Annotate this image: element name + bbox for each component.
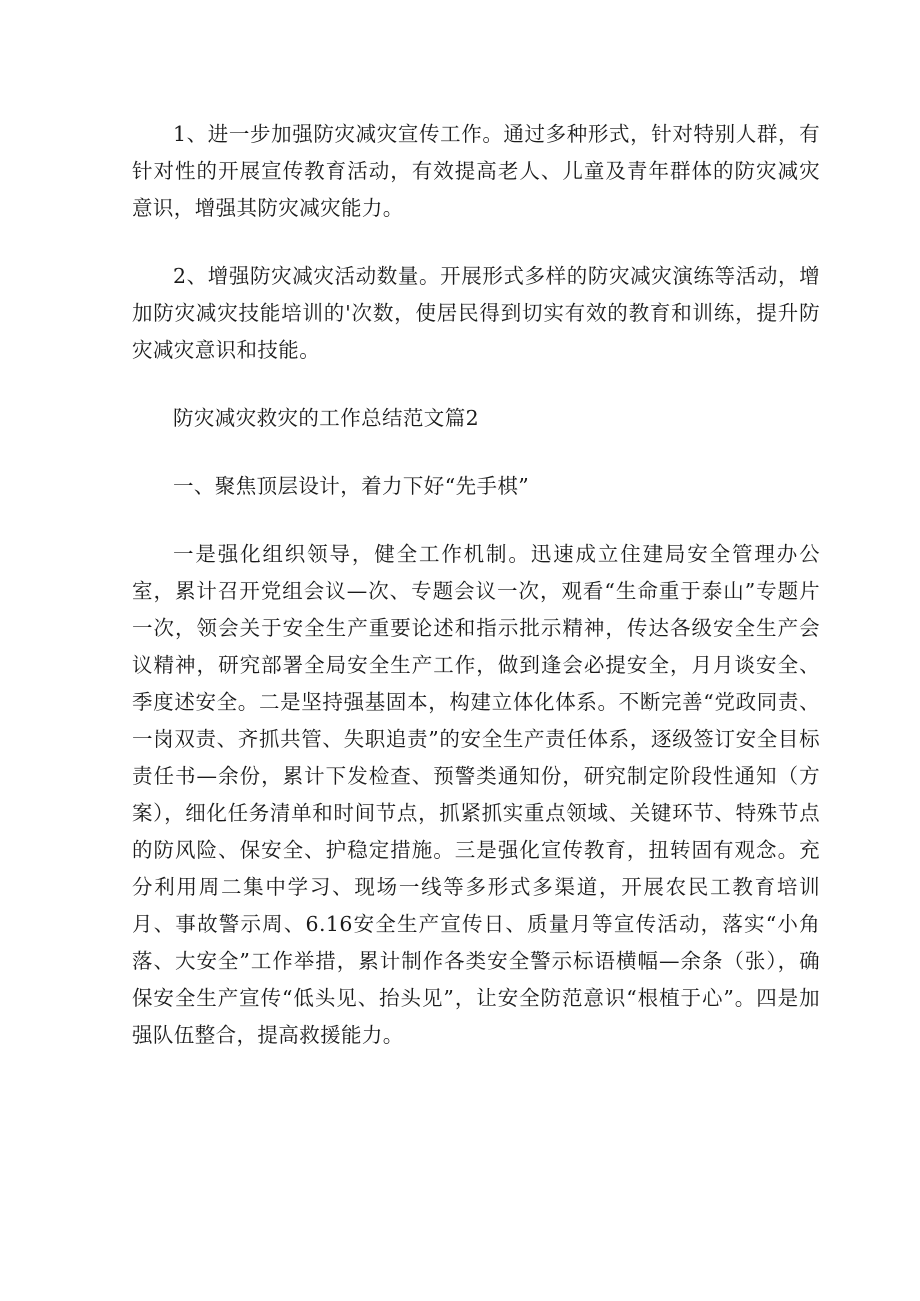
- paragraph-1: 1、进一步加强防灾减灾宣传工作。通过多种形式，针对特别人群，有针对性的开展宣传教育活动，有效提高老人、儿童及青年群体的防灾减灾意识，增强其防灾减灾能力。: [132, 122, 820, 220]
- section-heading-1: 一、聚焦顶层设计，着力下好“先手棋”: [173, 474, 530, 498]
- paragraph-2: 2、增强防灾减灾活动数量。开展形式多样的防灾减灾演练等活动，增加防灾减灾技能培训的'次数，使居民得到切实有效的教育和训练，提升防灾减灾意识和技能。: [132, 264, 820, 362]
- body-paragraph: 一是强化组织领导，健全工作机制。迅速成立住建局安全管理办公室，累计召开党组会议—次、专题会议一次，观看“生命重于泰山”专题片一次，领会关于安全生产重要论述和指示批示精神，传达各级安全生产会议精神，研究部署全局安全生产工作，做到逢会必提安全，月月谈安全、季度述安全。二是坚持强基固本，构建立体化体系。不断完善“党政同责、一岗双责、齐抓共管、失职追责”的安全生产责任体系，逐级签订安全目标责任书—余份，累计下发检查、预警类通知份，研究制定阶段性通知（方案），细化任务清单和时间节点，抓紧抓实重点领域、关键环节、特殊节点的防风险、保安全、护稳定措施。三是强化宣传教育，扭转固有观念。充分利用周二集中学习、现场一线等多形式多渠道，开展农民工教育培训月、事故警示周、6.16安全生产宣传日、质量月等宣传活动，落实“小角落、大安全”工作举措，累计制作各类安全警示标语横幅—余条（张），确保安全生产宣传“低头见、抬头见”，让安全防范意识“根植于心”。四是加强队伍整合，提高救援能力。: [132, 542, 820, 1047]
- section-title: 防灾减灾救灾的工作总结范文篇2: [173, 406, 480, 430]
